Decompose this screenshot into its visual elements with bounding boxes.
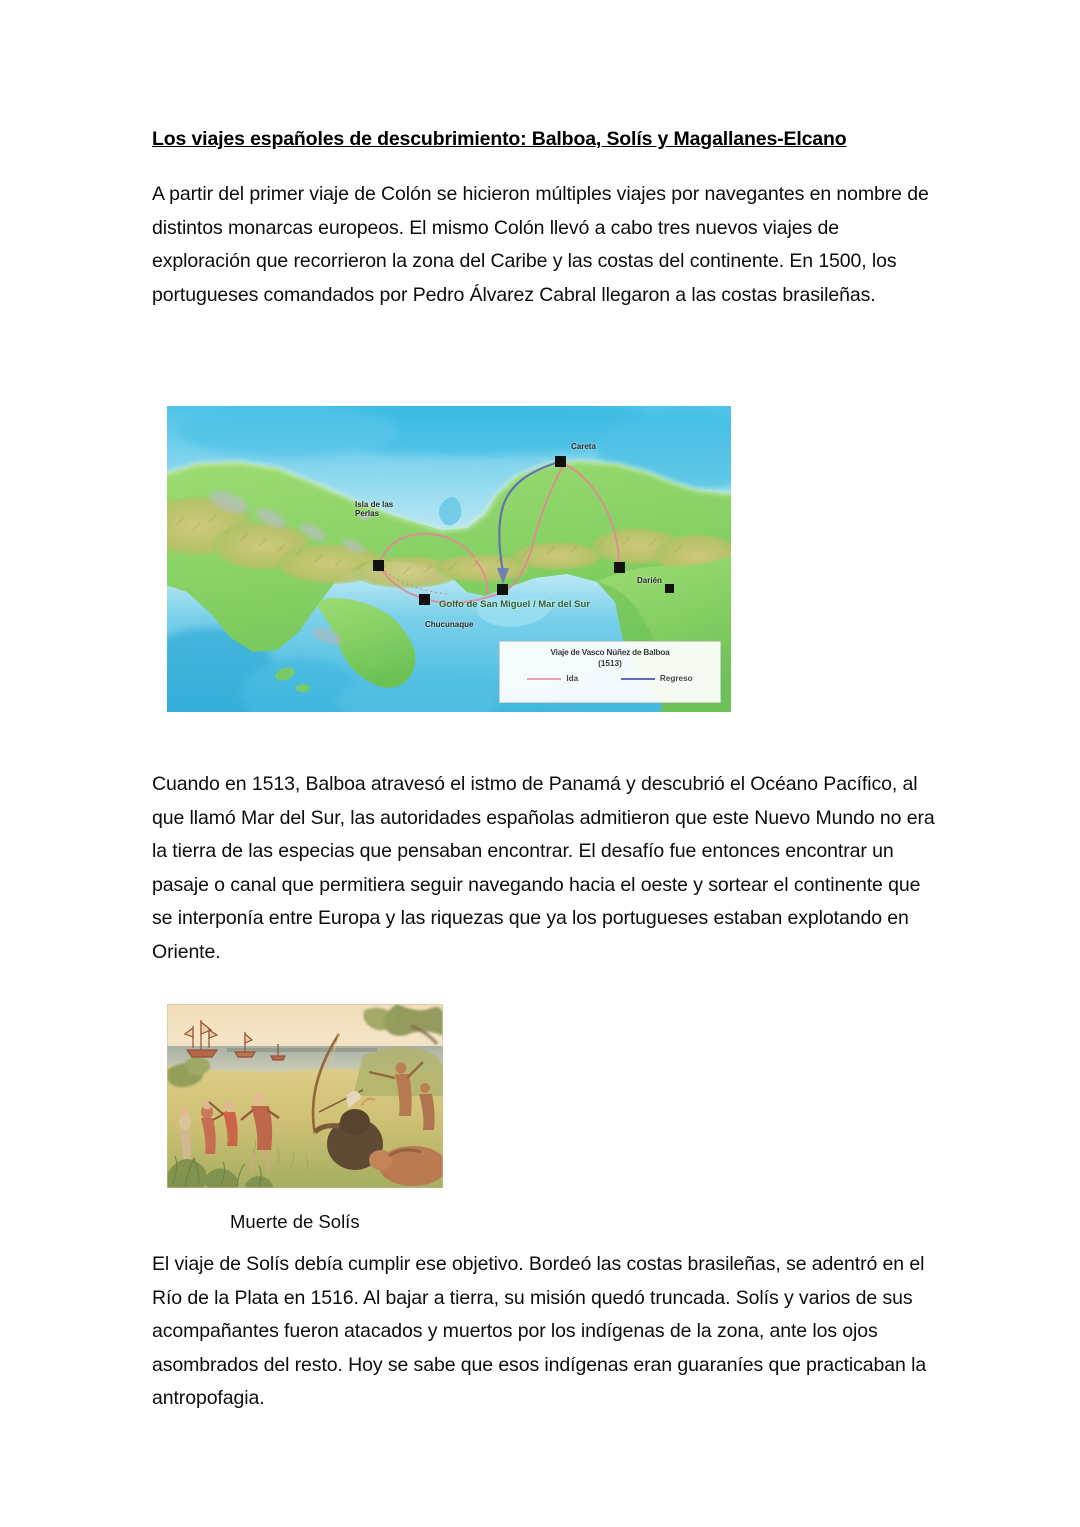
map-label-isla-de-las-perlas: Isla de las Perlas [355,500,394,518]
map-legend [499,641,721,703]
map-legend-year: (1513) [598,659,622,668]
paragraph-solis: El viaje de Solís debía cumplir ese objetivo. Bordeó las costas brasileñas, se adentró en el Río de la Plata en 1516. Al bajar a tierra, su misión quedó truncada. Solís y varios de sus acompañantes fueron atacados y muertos por los indígenas de la zona, ante los ojos asombrados del resto. Hoy se sabe que esos indígenas eran guaraníes que practicaban la antropofagia. [152,1253,927,1410]
paragraph-intro: A partir del primer viaje de Colón se hicieron múltiples viajes por navegantes en nombre de distintos monarcas europeos. El mismo Colón llevó a cabo tres nuevos viajes de exploración que recorrieron la zona del Caribe y las costas del continente. En 1500, los portugueses comandados por Pedro Álvarez Cabral llegaron a las costas brasileñas. [152,183,929,306]
map-label-careta: Careta [571,442,596,451]
balboa-route-map [167,406,731,712]
route-ida-swatch-icon [527,678,561,681]
map-legend-title: Viaje de Vasco Núñez de Balboa [550,648,670,657]
map-legend-key-regreso [621,674,693,684]
illustration-figure [167,1004,443,1188]
route-regreso-swatch-icon [621,678,655,681]
document-title-block [152,128,847,151]
map-legend-label-regreso: Regreso [659,674,693,683]
map-legend-key-ida [527,674,578,684]
map-legend-label-ida: Ida [566,674,579,683]
muerte-de-solis-illustration [167,1004,443,1188]
map-legend-keys [506,674,714,684]
map-figure [167,406,731,712]
map-label-golfo-san-miguel-mar-del-sur: Golfo de San Miguel / Mar del Sur [439,599,590,610]
map-label-chucunaque: Chucunaque [425,620,474,629]
illustration-caption: Muerte de Solís [230,1211,360,1232]
paragraph-balboa: Cuando en 1513, Balboa atravesó el istmo de Panamá y descubrió el Océano Pacífico, al que llamó Mar del Sur, las autoridades españolas admitieron que este Nuevo Mundo no era la tierra de las especias que pensaban encontrar. El desafío fue entonces encontrar un pasaje o canal que permitiera seguir navegando hacia el oeste y sortear el continente que se interponía entre Europa y las riquezas que ya los portugueses estaban explotando en Oriente. [152,773,935,963]
map-label-darien: Darién [637,576,662,585]
illustration-svg [167,1004,443,1188]
figure-caption-block [230,1208,360,1236]
page-title: Los viajes españoles de descubrimiento: Balboa, Solís y Magallanes-Elcano [152,128,847,150]
